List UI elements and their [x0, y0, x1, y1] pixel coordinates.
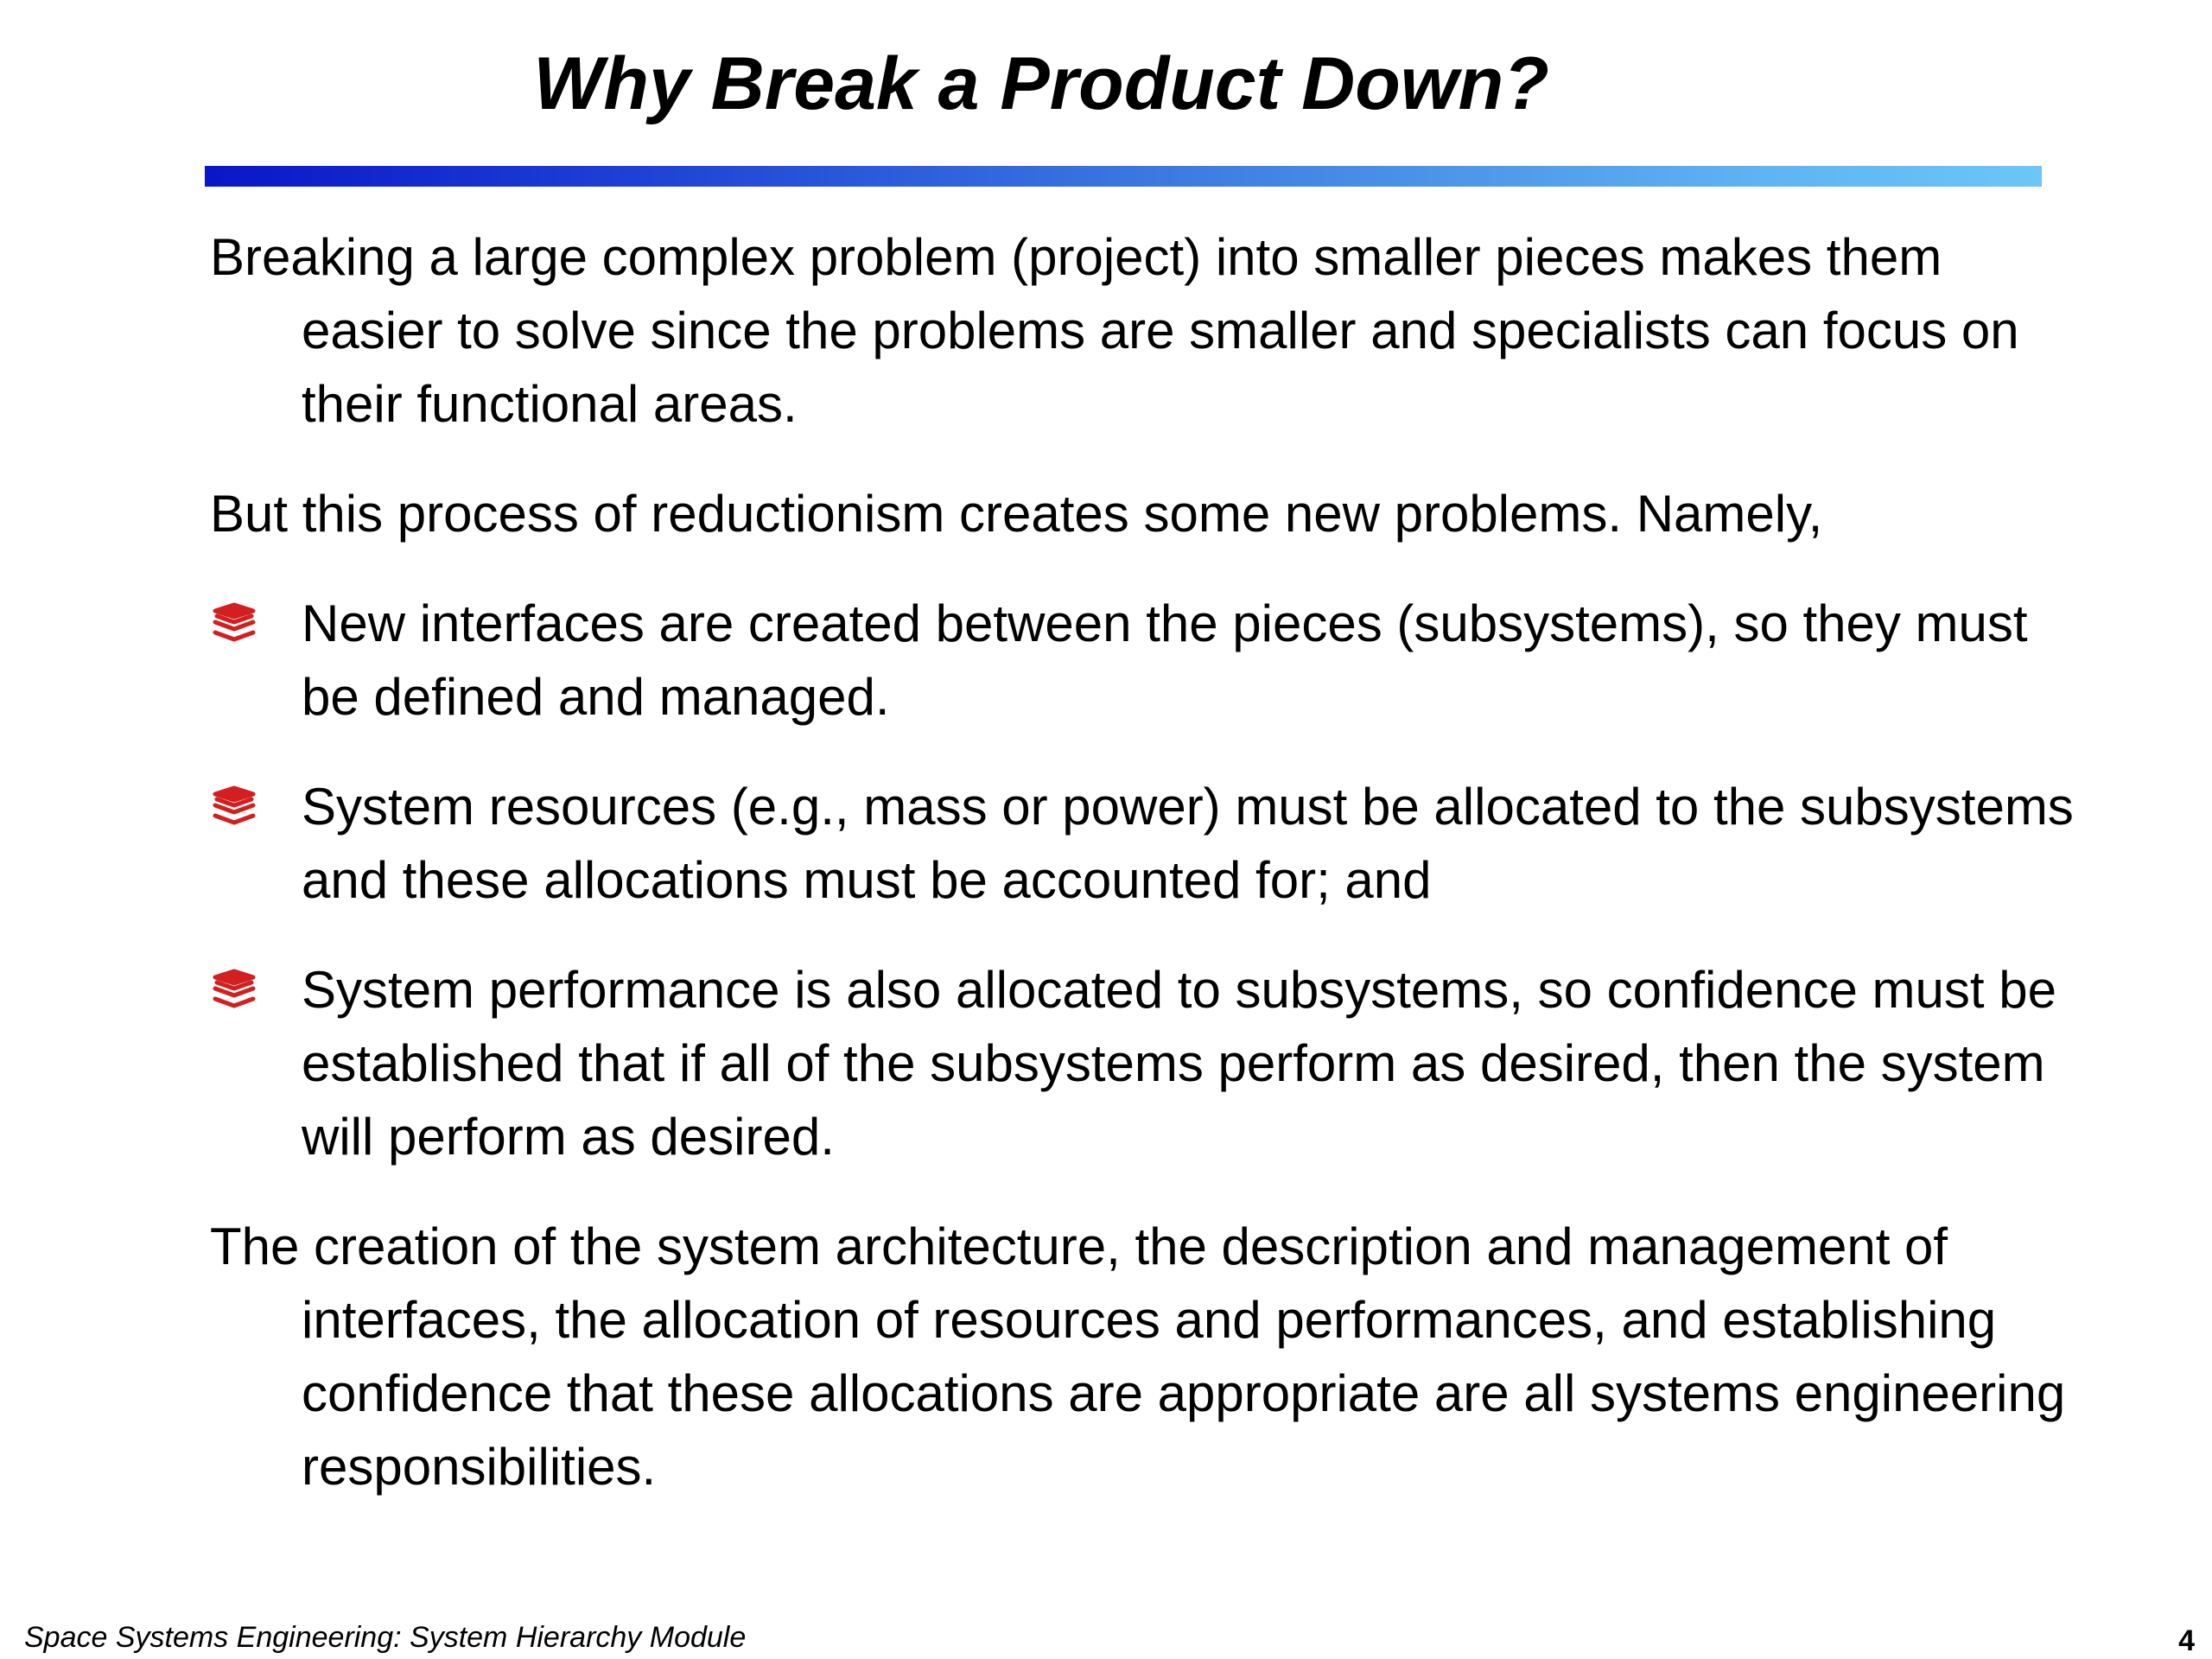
slide-title: Why Break a Product Down?: [533, 42, 1549, 125]
bullet-text: New interfaces are created between the pieces (subsystems), so they must be defined and managed.: [302, 594, 2028, 726]
stacked-books-icon: [210, 967, 258, 1015]
intro-paragraph: Breaking a large complex problem (project) into smaller pieces makes them easier to solve since the problems are smaller and specialists can focus on their functional areas.: [210, 228, 2019, 433]
title-gradient-rule: [205, 166, 2042, 187]
footer-course-title: Space Systems Engineering: System Hierarchy Module: [24, 1621, 747, 1654]
page-number: 4: [2178, 1624, 2195, 1657]
bullet-text: System resources (e.g., mass or power) must be allocated to the subsystems and these allocations must be accounted for; and: [302, 778, 2074, 909]
stacked-books-icon: [210, 601, 258, 649]
bullet-item: [210, 953, 2076, 1173]
reductionism-paragraph: But this process of reductionism creates some new problems. Namely,: [210, 485, 1823, 543]
bullet-item: [210, 770, 2076, 917]
conclusion-paragraph: The creation of the system architecture, the description and management of interfaces, the allocation of resources and performances, and establishing confidence that these allocations are appropriate are all systems engineering responsibilities.: [210, 1217, 2066, 1496]
bullet-text: System performance is also allocated to subsystems, so confidence must be established that if all of the subsystems perform as desired, then the system will perform as desired.: [302, 961, 2056, 1166]
slide-body: [210, 220, 2076, 1503]
stacked-books-icon: [210, 784, 258, 832]
bullet-item: [210, 587, 2076, 734]
